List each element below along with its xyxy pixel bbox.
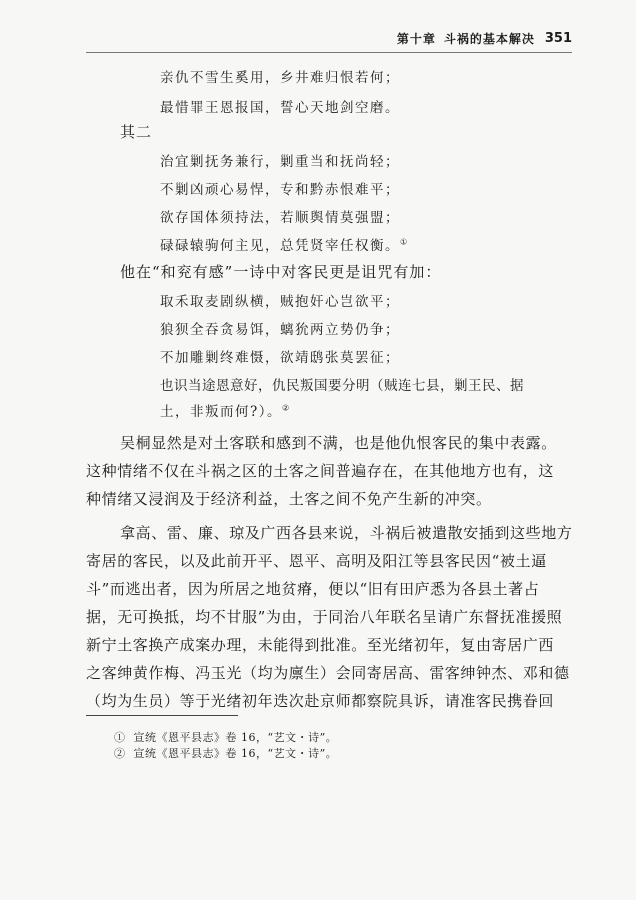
body-line: 据，无可换抵，均不甘服”为由，于同治八年联名呈请广东督抚准援照 bbox=[86, 608, 563, 626]
poem-line: 狼狈全吞贪易饵，螭狁两立势仍争； bbox=[160, 322, 400, 338]
footnote-mark: ② bbox=[114, 747, 126, 760]
footnote-text: 宣统《恩平县志》卷 16，“艺文・诗”。 bbox=[133, 731, 338, 744]
body-line: （均为生员）等于光绪初年迭次赴京师都察院具诉，请准客民携眷回 bbox=[86, 692, 555, 710]
poem-line: 碌碌辕驹何主见，总凭贤宰任权衡。① bbox=[160, 237, 409, 254]
poem-subtitle: 其二 bbox=[120, 123, 153, 141]
footnote bbox=[114, 745, 337, 761]
intro-line: 他在“和兖有感”一诗中对客民更是诅咒有加： bbox=[120, 263, 442, 281]
poem-line: 不剿凶顽心易悍，专和黔赤恨难平； bbox=[160, 182, 400, 198]
footnote-ref: ① bbox=[400, 237, 409, 247]
poem-line: 亲仇不雪生奚用，乡井难归恨若何； bbox=[160, 70, 400, 86]
poem-line: 治宜剿抚务兼行，剿重当和抚尚轻； bbox=[160, 154, 400, 170]
poem-line: 最惜罪王恩报国，誓心天地剑空磨。 bbox=[160, 100, 400, 116]
body-line: 新宁土客换产成案办理，未能得到批准。至光绪初年，复由寄居广西 bbox=[86, 636, 555, 654]
chapter-title: 斗祸的基本解决 bbox=[443, 32, 535, 46]
poem-line: 欲存国体须持法，若顺舆情莫强盟； bbox=[160, 210, 400, 226]
poem-line: 不加雕剿终难慑，欲靖鸱张莫罢征； bbox=[160, 350, 400, 366]
poem-line: 土，非叛而何?）。② bbox=[160, 403, 291, 420]
page-number: 351 bbox=[544, 31, 572, 46]
body-line: 之客绅黄作梅、冯玉光（均为廪生）会同寄居高、雷客绅钟杰、邓和德 bbox=[86, 664, 570, 682]
body-line: 寄居的客民，以及此前开平、恩平、高明及阳江等县客民因“被土逼 bbox=[86, 552, 547, 570]
body-line: 拿高、雷、廉、琼及广西各县来说，斗祸后被遣散安插到这些地方 bbox=[120, 524, 573, 542]
poem-line: 也识当途恩意好，仇民叛国要分明（贼连七县，剿王民、据 bbox=[160, 378, 524, 394]
header-rule bbox=[86, 52, 572, 53]
footnote-rule bbox=[86, 715, 238, 716]
chapter-label: 第十章 bbox=[396, 32, 436, 46]
body-line: 这种情绪不仅在斗祸之区的土客之间普遍存在，在其他地方也有，这 bbox=[86, 462, 555, 480]
body-line: 种情绪又浸润及于经济利益，土客之间不免产生新的冲突。 bbox=[86, 490, 492, 508]
footnote bbox=[114, 729, 337, 745]
body-line: 斗”而逃出者，因为所居之地贫瘠，便以“旧有田庐悉为各县土著占 bbox=[86, 580, 540, 598]
footnote-text: 宣统《恩平县志》卷 16，“艺文・诗”。 bbox=[133, 747, 338, 760]
footnote-ref: ② bbox=[282, 403, 291, 413]
body-line: 吴桐显然是对土客联和感到不满，也是他仇恨客民的集中表露。 bbox=[120, 434, 557, 452]
running-header bbox=[356, 30, 572, 47]
poem-line: 取禾取麦剧纵横，贼抱奸心岂欲平； bbox=[160, 294, 400, 310]
footnote-mark: ① bbox=[114, 731, 126, 744]
